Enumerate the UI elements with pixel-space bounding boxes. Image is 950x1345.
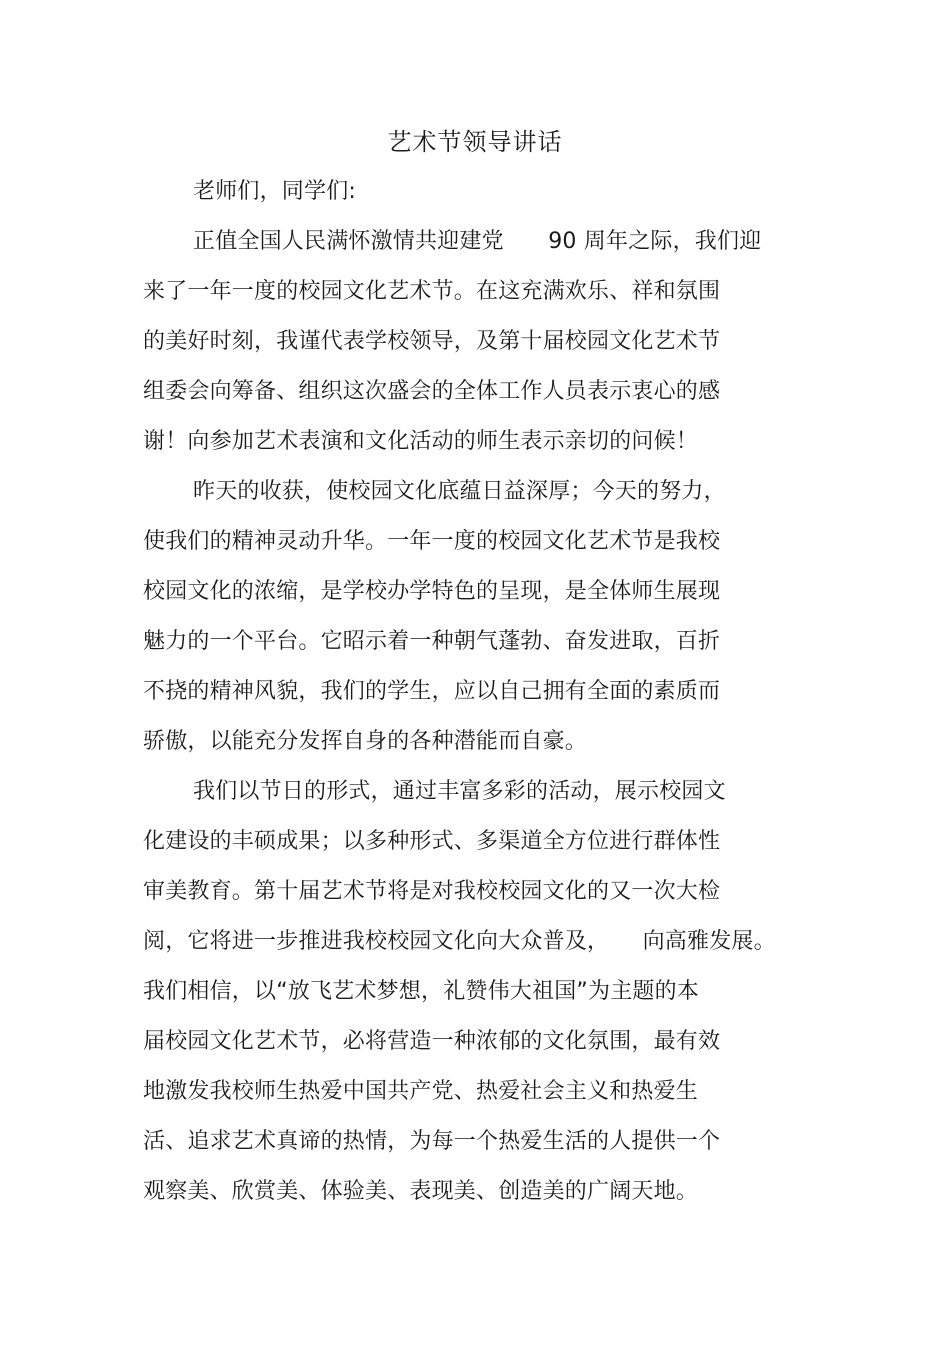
paragraph-line: 化建设的丰硕成果；以多种形式、多渠道全方位进行群体性	[143, 829, 721, 854]
paragraph-line: 观察美、欣赏美、体验美、表现美、创造美的广阔天地。	[143, 1179, 699, 1204]
paragraph-line: 的美好时刻，我谨代表学校领导，及第十届校园文化艺术节	[143, 329, 721, 354]
paragraph-line: 届校园文化艺术节，必将营造一种浓郁的文化氛围，最有效	[143, 1029, 721, 1054]
paragraph-line: 地激发我校师生热爱中国共产党、热爱社会主义和热爱生	[143, 1079, 699, 1104]
paragraph-line: 谢！向参加艺术表演和文化活动的师生表示亲切的问候！	[143, 429, 699, 454]
paragraph-line: 阅，它将进一步推进我校校园文化向大众普及， 向高雅发展。	[143, 929, 776, 954]
paragraph-line: 活、追求艺术真谛的热情，为每一个热爱生活的人提供一个	[143, 1129, 721, 1154]
greeting: 老师们，同学们:	[193, 179, 357, 204]
paragraph-line: 正值全国人民满怀激情共迎建党 90 周年之际，我们迎	[193, 229, 762, 254]
paragraph-line: 来了一年一度的校园文化艺术节。在这充满欢乐、祥和氛围	[143, 279, 721, 304]
paragraph-line: 校园文化的浓缩，是学校办学特色的呈现，是全体师生展现	[143, 579, 721, 604]
paragraph-line: 我们以节日的形式，通过丰富多彩的活动，展示校园文	[193, 779, 726, 804]
paragraph-line: 昨天的收获，使校园文化底蕴日益深厚；今天的努力，	[193, 479, 726, 504]
paragraph-line: 我们相信，以“放飞艺术梦想，礼赞伟大祖国”为主题的本	[143, 979, 699, 1004]
paragraph-line: 使我们的精神灵动升华。一年一度的校园文化艺术节是我校	[143, 529, 721, 554]
paragraph-line: 审美教育。第十届艺术节将是对我校校园文化的又一次大检	[143, 879, 721, 904]
paragraph-line: 骄傲，以能充分发挥自身的各种潜能而自豪。	[143, 729, 588, 754]
page-title: 艺术节领导讲话	[387, 128, 563, 156]
paragraph-line: 不挠的精神风貌，我们的学生，应以自己拥有全面的素质而	[143, 679, 721, 704]
paragraph-line: 魅力的一个平台。它昭示着一种朝气蓬勃、奋发进取，百折	[143, 629, 721, 654]
paragraph-line: 组委会向筹备、组织这次盛会的全体工作人员表示衷心的感	[143, 379, 721, 404]
